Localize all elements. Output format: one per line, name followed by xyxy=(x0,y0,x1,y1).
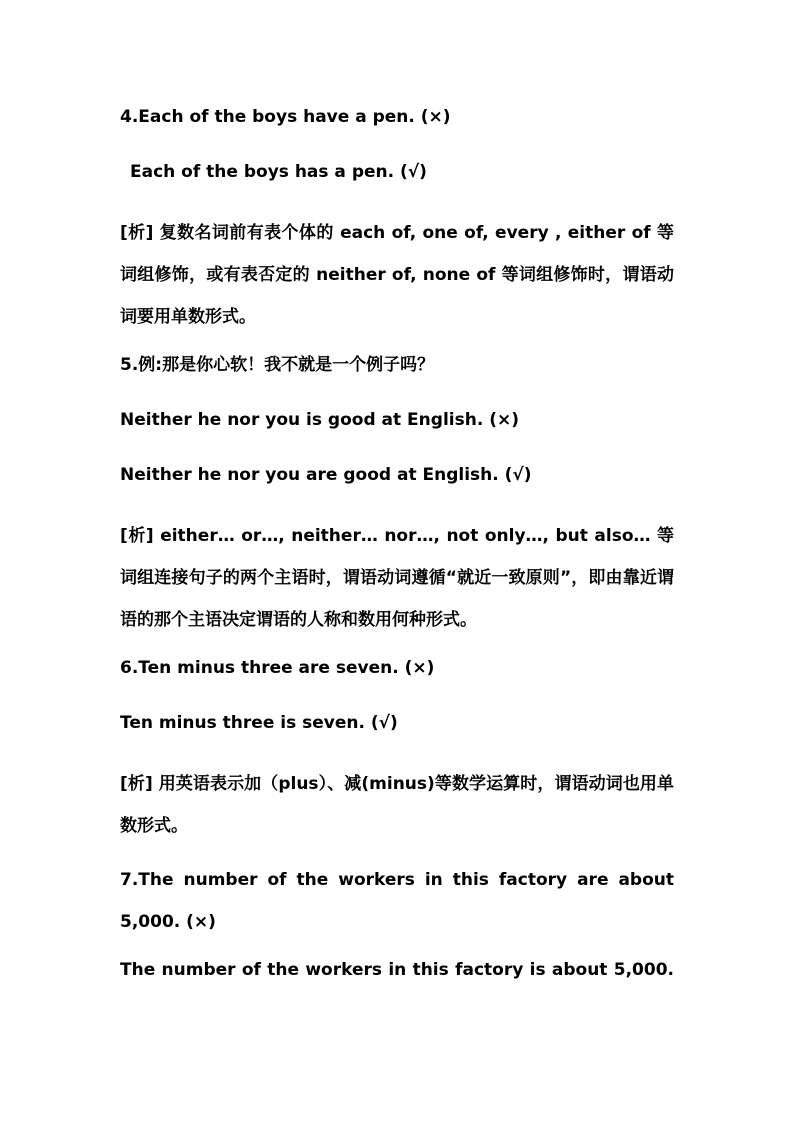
example-6-wrong: 6.Ten minus three are seven. (×) xyxy=(120,658,435,678)
example-7-correct: The number of the workers in this factory is about 5,000. xyxy=(120,960,674,980)
example-5-wrong: Neither he nor you is good at English. (×) xyxy=(120,410,519,430)
example-4-wrong: 4.Each of the boys have a pen. (×) xyxy=(120,107,451,127)
example-7-wrong: 7.The number of the workers in this factory are about 5,000. (×) xyxy=(120,870,674,932)
analysis-5: [析] either… or…, neither… nor…, not only…, but also… 等词组连接句子的两个主语时，谓语动词遵循“就近一致原则”，即由靠近谓语的那个主语决定谓语的人称和数用何种形式。 xyxy=(120,526,674,630)
example-5-correct: Neither he nor you are good at English. (√) xyxy=(120,465,532,485)
analysis-4: [析] 复数名词前有表个体的 each of, one of, every , either of 等词组修饰，或有表否定的 neither of, none of 等词组修饰时，谓语动词要用单数形式。 xyxy=(120,223,674,327)
example-6-correct: Ten minus three is seven. (√) xyxy=(120,713,398,733)
analysis-6: [析] 用英语表示加（plus）、减(minus)等数学运算时，谓语动词也用单数形式。 xyxy=(120,774,674,836)
example-4-correct: Each of the boys has a pen. (√) xyxy=(130,162,427,182)
document-page xyxy=(120,102,674,985)
example-5-heading: 5.例:那是你心软！我不就是一个例子吗？ xyxy=(120,355,435,375)
